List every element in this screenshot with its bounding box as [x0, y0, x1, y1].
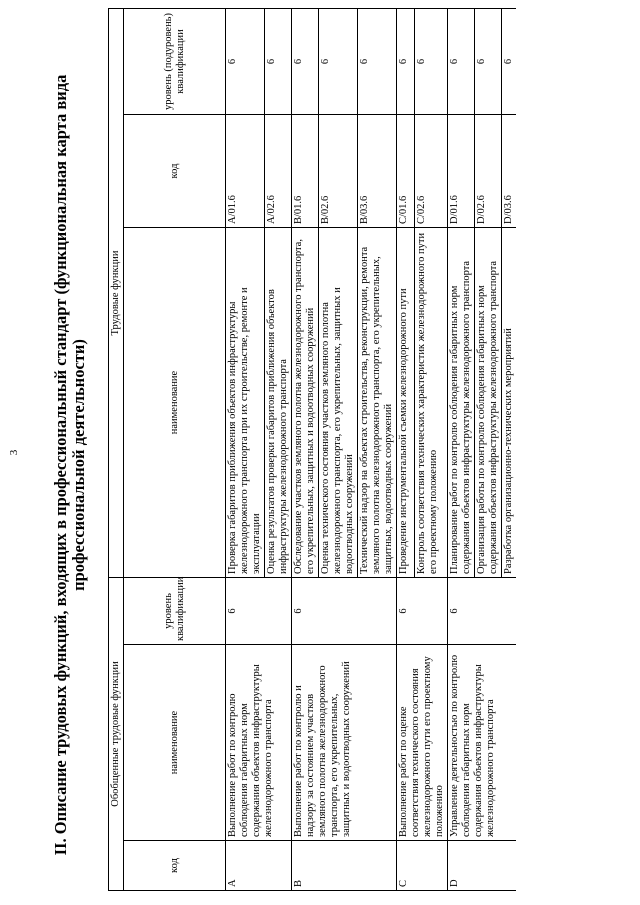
group-code: A: [226, 841, 292, 891]
header-fn-code: код: [124, 115, 226, 228]
table-row: [292, 8, 319, 890]
function-code: D/01.6: [448, 115, 475, 228]
header-row-1: [109, 8, 124, 890]
function-code: B/01.6: [292, 115, 319, 228]
group-code: D: [448, 841, 517, 891]
function-code: B/02.6: [319, 115, 358, 228]
function-level: 6: [358, 8, 397, 114]
function-level: 6: [448, 8, 475, 114]
function-name: Оценка технического состояния участков земляного полотна железнодорожного транспорта, его укрепительных, защитных и водоотводных сооружений: [319, 228, 358, 578]
header-name: наименование: [124, 645, 226, 841]
function-name: Технический надзор на объектах строительства, реконструкции, ремонта земляного полотна железнодорожного транспорта, его укрепительных, защитных, водоотводных сооружений: [358, 228, 397, 578]
functional-map-table: [108, 8, 516, 891]
function-code: D/03.6: [502, 115, 517, 228]
function-level: 6: [397, 8, 415, 114]
group-level: 6: [448, 578, 517, 645]
function-level: 6: [226, 8, 265, 114]
page-title: [52, 65, 88, 865]
function-name: Разработка организационно-технических мероприятий: [502, 228, 517, 578]
function-name: Проведение инструментальной съемки железнодорожного пути: [397, 228, 415, 578]
table-row: [226, 8, 265, 890]
function-name: Проверка габаритов приближения объектов инфраструктуры железнодорожного транспорта при их строительстве, ремонте и эксплуатации: [226, 228, 265, 578]
table-row: [448, 8, 475, 890]
function-name: Планирование работ по контролю соблюдения габаритных норм содержания объектов инфраструктуры железнодорожного транспорта: [448, 228, 475, 578]
function-code: A/02.6: [265, 115, 292, 228]
group-code: B: [292, 841, 397, 891]
group-name: Выполнение работ по контролю и надзору за состоянием участков земляного полотна железнодорожного транспорта, его укрепительных, защитных и водоотводных сооружений: [292, 645, 397, 841]
header-fn-name: наименование: [124, 228, 226, 578]
function-name: Оценка результатов проверки габаритов приближения объектов инфраструктуры железнодорожного транспорта: [265, 228, 292, 578]
function-code: D/02.6: [475, 115, 502, 228]
function-code: C/02.6: [415, 115, 448, 228]
table-row: [397, 8, 415, 890]
function-code: C/01.6: [397, 115, 415, 228]
function-name: Контроль соответствия технических характеристик железнодорожного пути его проектному положению: [415, 228, 448, 578]
title-line-1: II. Описание трудовых функций, входящих в профессиональный стандарт (функциональная карта вида: [51, 74, 70, 856]
group-name: Управление деятельностью по контролю соблюдения габаритных норм содержания объектов инфраструктуры железнодорожного транспорта: [448, 645, 517, 841]
group-level: 6: [292, 578, 397, 645]
function-level: 6: [415, 8, 448, 114]
header-level: уровень квалификации: [124, 578, 226, 645]
group-level: 6: [397, 578, 448, 645]
function-level: 6: [502, 8, 517, 114]
group-name: Выполнение работ по контролю соблюдения габаритных норм содержания объектов инфраструктуры железнодорожного транспорта: [226, 645, 292, 841]
header-generalized: Обобщенные трудовые функции: [109, 578, 124, 891]
header-fn-level: уровень (подуровень) квалификации: [124, 8, 226, 114]
group-name: Выполнение работ по оценке соответствия технического состояния железнодорожного пути его проектному положению: [397, 645, 448, 841]
function-level: 6: [319, 8, 358, 114]
header-code: код: [124, 841, 226, 891]
title-line-2: профессиональной деятельности): [69, 339, 88, 591]
header-functions: Трудовые функции: [109, 8, 124, 577]
function-code: A/01.6: [226, 115, 265, 228]
group-code: C: [397, 841, 448, 891]
header-row-2: [124, 8, 226, 890]
function-level: 6: [265, 8, 292, 114]
function-name: Обследование участков земляного полотна железнодорожного транспорта, его укрепительных, защитных и водоотводных сооружений: [292, 228, 319, 578]
function-level: 6: [292, 8, 319, 114]
function-code: B/03.6: [358, 115, 397, 228]
group-level: 6: [226, 578, 292, 645]
page-number: 3: [8, 449, 20, 456]
function-level: 6: [475, 8, 502, 114]
function-name: Организация работы по контролю соблюдения габаритных норм содержания объектов инфраструктуры железнодорожного транспорта: [475, 228, 502, 578]
